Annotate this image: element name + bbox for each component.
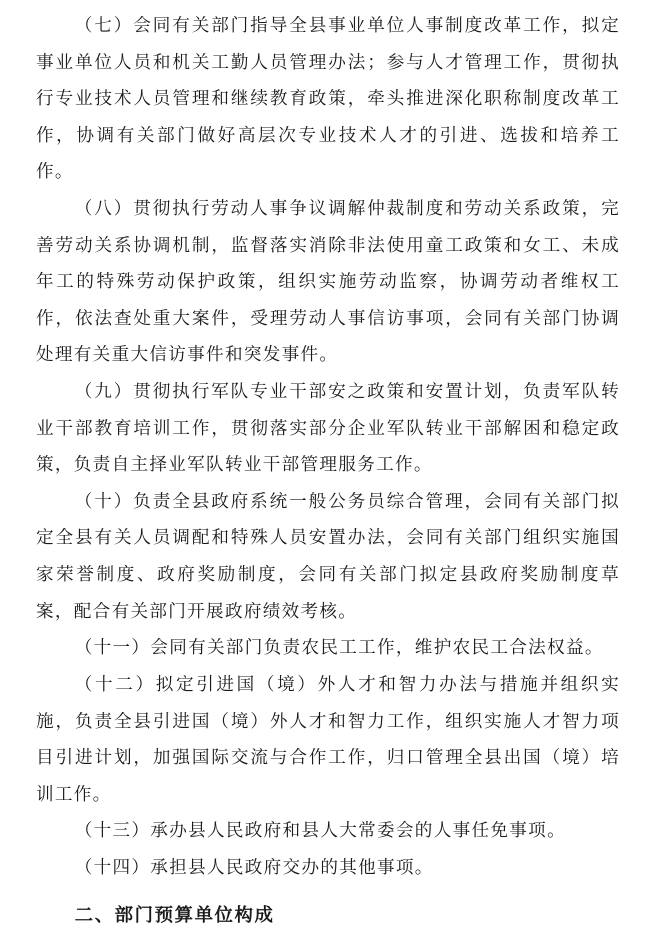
paragraph-item-9: （九）贯彻执行军队专业干部安之政策和安置计划，负责军队转业干部教育培训工作，贯彻落实部分企业军队转业干部解困和稳定政策，负责自主择业军队转业干部管理服务工作。 (36, 381, 620, 476)
paragraph-item-14: （十四）承担县人民政府交办的其他事项。 (74, 858, 434, 879)
paragraph-item-12: （十二）拟定引进国（境）外人才和智力办法与措施并组织实施，负责全县引进国（境）外人才和智力工作，组织实施人才智力项目引进计划，加强国际交流与合作工作，归口管理全县出国（境）培训工作。 (36, 675, 620, 805)
section-heading: 二、部门预算单位构成 (74, 905, 275, 927)
paragraph-item-10: （十）负责全县政府系统一般公务员综合管理，会同有关部门拟定全县有关人员调配和特殊人员安置办法，会同有关部门组织实施国家荣誉制度、政府奖励制度，会同有关部门拟定县政府奖励制度草案，配合有关部门开展政府绩效考核。 (36, 491, 620, 622)
paragraph-item-7: （七）会同有关部门指导全县事业单位人事制度改革工作，拟定事业单位人员和机关工勤人员管理办法；参与人才管理工作，贯彻执行专业技术人员管理和继续教育政策，牵头推进深化职称制度改革工作，协调有关部门做好高层次专业技术人才的引进、选拔和培养工作。 (36, 16, 620, 183)
paragraph-item-13: （十三）承办县人民政府和县人大常委会的人事任免事项。 (74, 821, 566, 842)
paragraph-item-11: （十一）会同有关部门负责农民工工作，维护农民工合法权益。 (74, 638, 604, 659)
paragraph-item-8: （八）贯彻执行劳动人事争议调解仲裁制度和劳动关系政策，完善劳动关系协调机制，监督落实消除非法使用童工政策和女工、未成年工的特殊劳动保护政策，组织实施劳动监察，协调劳动者维权工作，依法查处重大案件，受理劳动人事信访事项，会同有关部门协调处理有关重大信访事件和突发事件。 (36, 198, 620, 366)
document-page (36, 8, 620, 936)
